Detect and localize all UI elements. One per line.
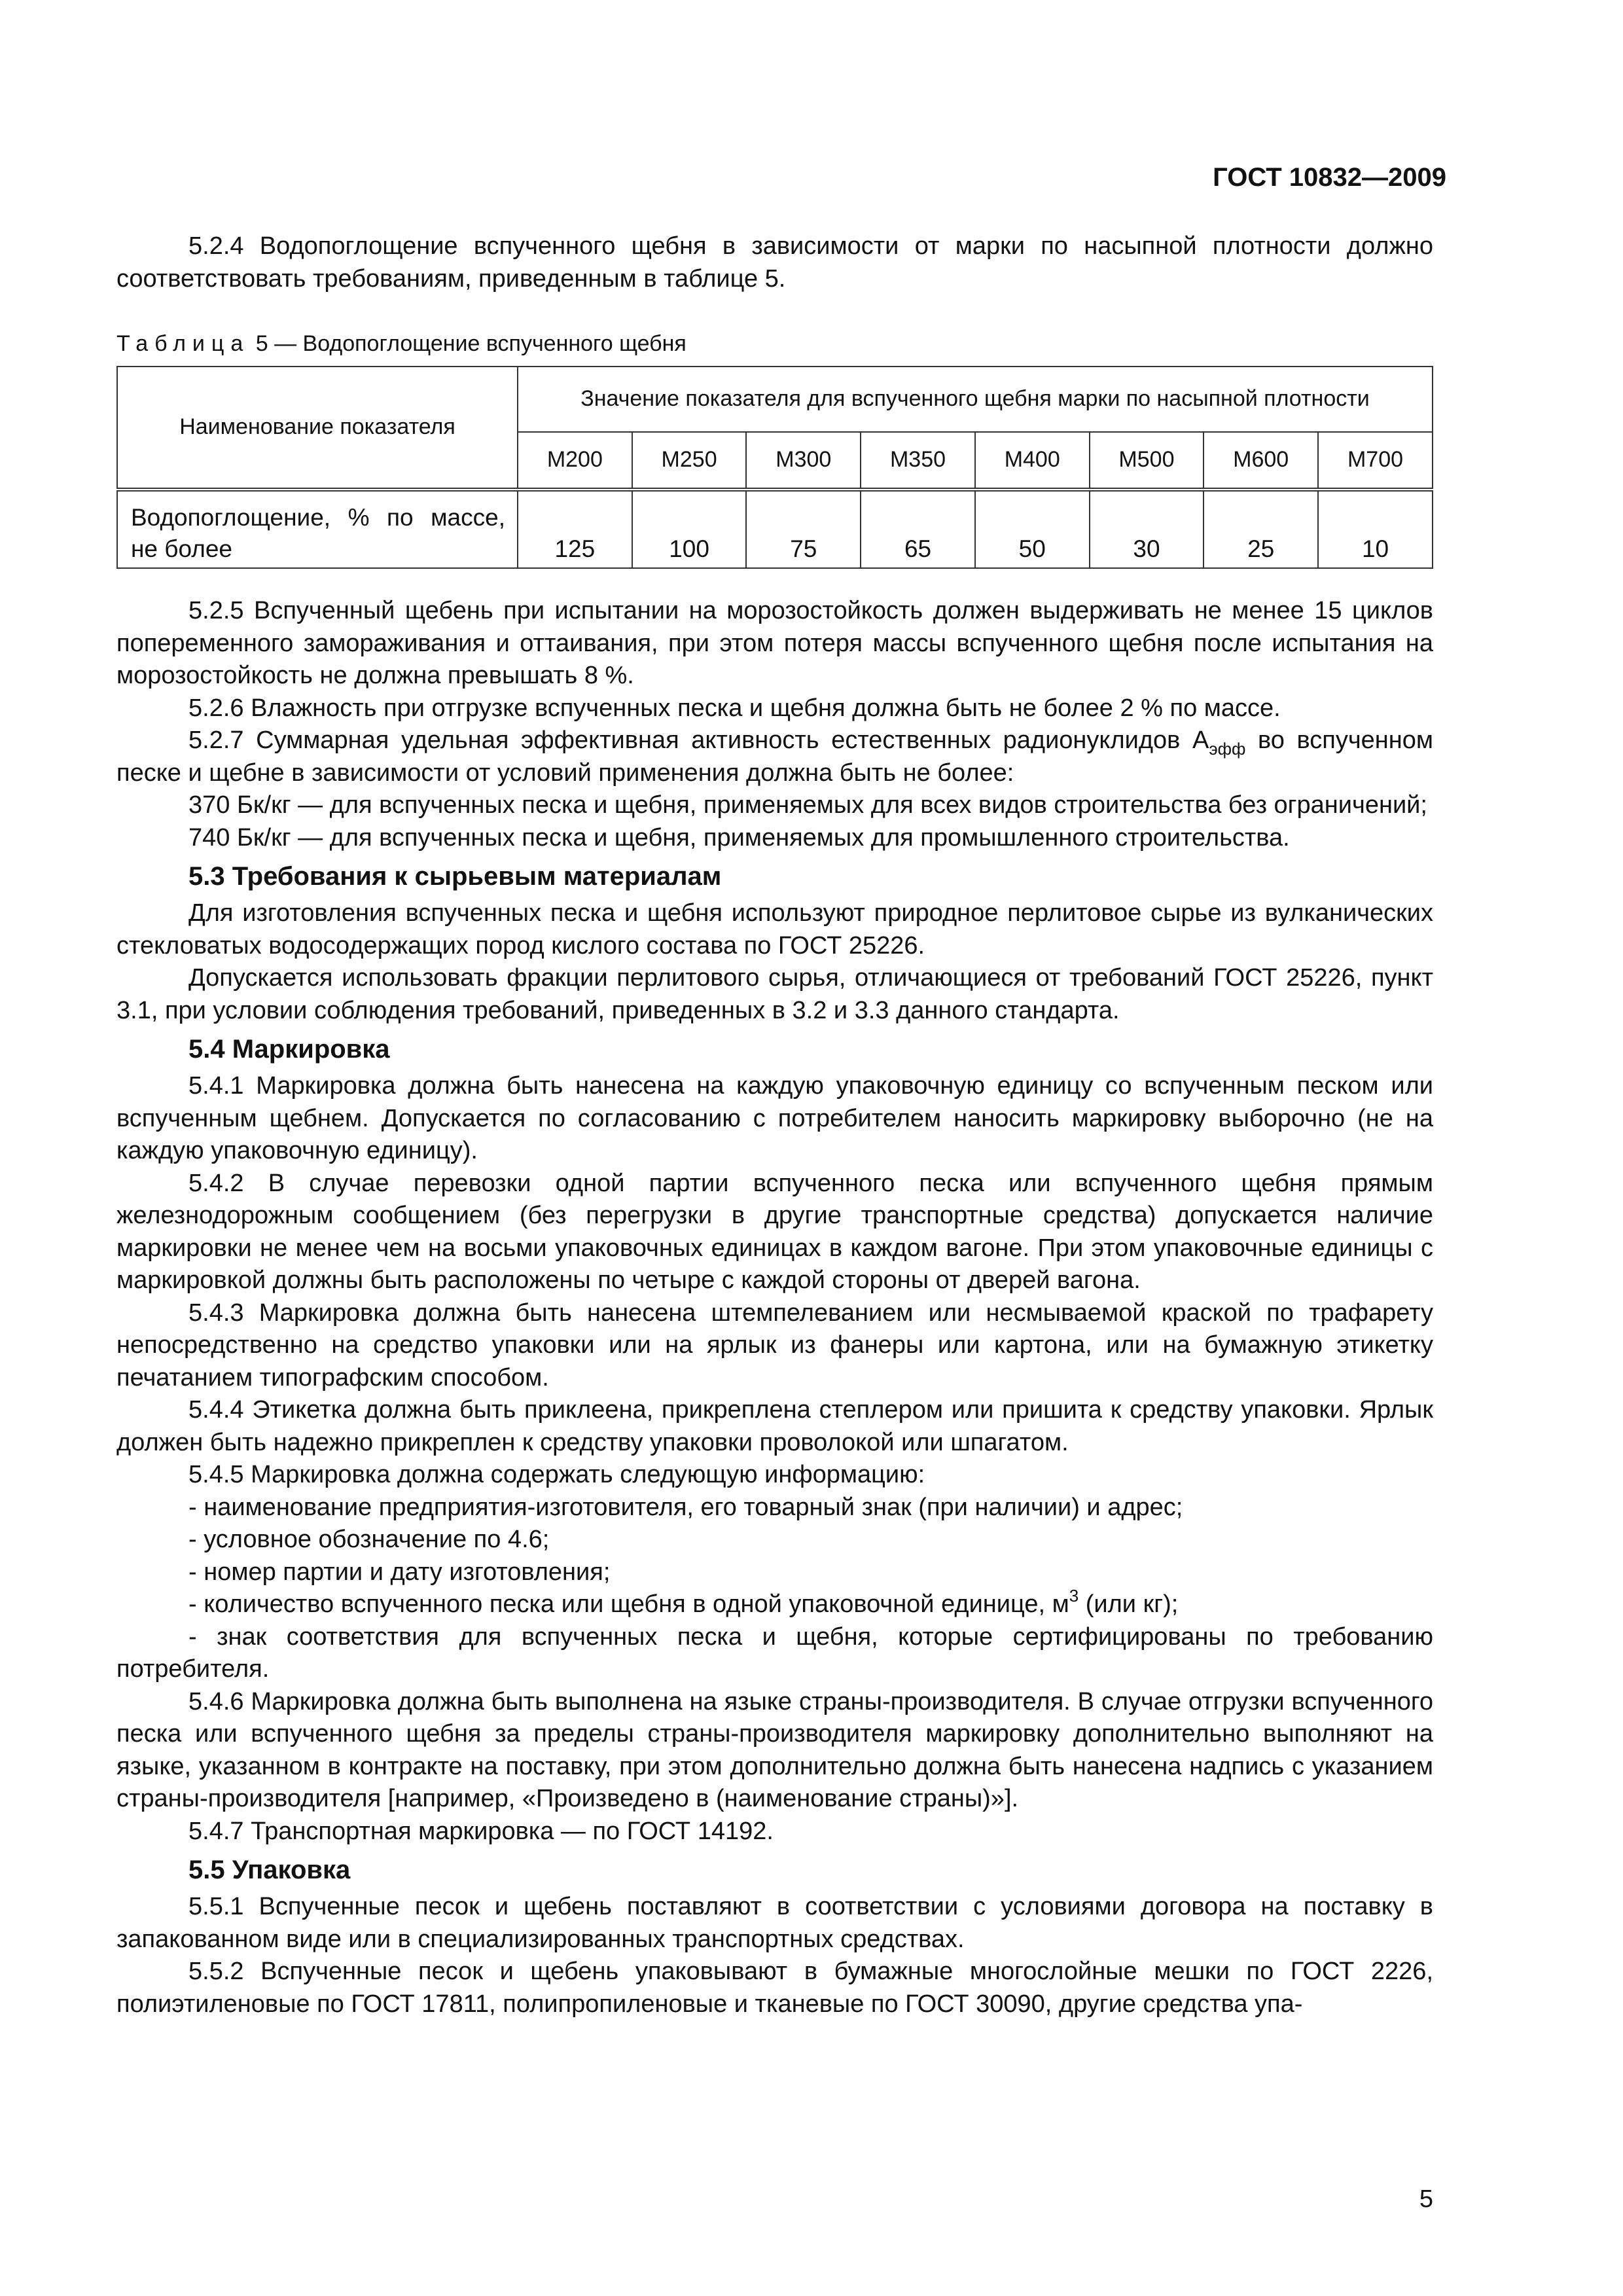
subscript: эфф: [1209, 739, 1246, 759]
superscript: 3: [1069, 1586, 1079, 1605]
clause-5-5-2: 5.5.2 Вспученные песок и щебень упаковывают в бумажные многослойные мешки по ГОСТ 2226, полиэтиленовые по ГОСТ 17811, полипропиленовые и тканевые по ГОСТ 30090, другие средства упа-: [116, 1958, 1433, 2018]
table-cell: 30: [1090, 490, 1204, 568]
table-cell: 65: [861, 490, 975, 568]
column-header-group: Значение показателя для вспученного щебня марки по насыпной плотности: [518, 367, 1433, 432]
clause-5-2-7-limit-2: 740 Бк/кг — для вспученных песка и щебня, применяемых для промышленного строительства.: [188, 823, 1290, 852]
list-item: - условное обозначение по 4.6;: [188, 1526, 550, 1553]
water-absorption-table: [116, 366, 1433, 569]
clause-5-4-1: 5.4.1 Маркировка должна быть нанесена на каждую упаковочную единицу со вспученным песком или вспученным щебнем. Допускается по согласованию с потребителем наносить маркировку выборочно (не на каждую упаковочную единицу).: [116, 1072, 1433, 1164]
page-number: 5: [1419, 2185, 1433, 2213]
column-header-indicator: Наименование показателя: [117, 367, 518, 490]
clause-5-4-7: 5.4.7 Транспортная маркировка — по ГОСТ 14192.: [188, 1817, 774, 1845]
grade-header: М300: [746, 432, 861, 490]
list-item: [116, 1588, 1433, 1621]
grade-header: М700: [1318, 432, 1433, 490]
table-cell: 50: [975, 490, 1090, 568]
section-heading-5-5: 5.5 Упаковка: [188, 1856, 351, 1884]
table-caption-prefix: Таблица: [116, 331, 250, 356]
table-cell: 10: [1318, 490, 1433, 568]
clause-5-4-2: 5.4.2 В случае перевозки одной партии вспученного песка или вспученного щебня прямым железнодорожным сообщением (без перегрузки в другие транспортные средства) допускается наличие маркировки не менее чем на восьми упаковочных единицах в каждом вагоне. При этом упаковочные единицы с маркировкой должны быть расположены по четыре с каждой стороны от дверей вагона.: [116, 1169, 1433, 1294]
clause-5-2-5: 5.2.5 Вспученный щебень при испытании на морозостойкость должен выдерживать не менее 15 циклов попеременного замораживания и оттаивания, при этом потеря массы вспученного щебня после испытания на морозостойкость не должна превышать 8 %.: [116, 597, 1433, 689]
section-heading-5-4: 5.4 Маркировка: [188, 1035, 390, 1064]
clause-5-2-7: [116, 725, 1433, 789]
clause-5-2-7-limit-1: 370 Бк/кг — для вспученных песка и щебня, применяемых для всех видов строительства без ограничений;: [188, 791, 1427, 819]
clause-text: 5.2.7 Суммарная удельная эффективная активность естественных радионуклидов А: [188, 726, 1209, 754]
table-cell: 25: [1204, 490, 1318, 568]
list-item-text: - количество вспученного песка или щебня в одной упаковочной единице, м: [188, 1590, 1069, 1618]
clause-5-5-1: 5.5.1 Вспученные песок и щебень поставляют в соответствии с условиями договора на поставку в запакованном виде или в специализированных транспортных средствах.: [116, 1893, 1433, 1953]
clause-5-4-4: 5.4.4 Этикетка должна быть приклеена, прикреплена степлером или пришита к средству упаковки. Ярлык должен быть надежно прикреплен к средству упаковки проволокой или шпагатом.: [116, 1396, 1433, 1456]
table-row: [117, 490, 1433, 568]
table-caption: [116, 329, 1433, 358]
grade-header: М400: [975, 432, 1090, 490]
table-caption-title: 5 — Водопоглощение вспученного щебня: [249, 331, 687, 356]
clause-5-3-para-2: Допускается использовать фракции перлитового сырья, отличающиеся от требований ГОСТ 25226, пункт 3.1, при условии соблюдения требований, приведенных в 3.2 и 3.3 данного стандарта.: [116, 964, 1433, 1024]
clause-5-4-6: 5.4.6 Маркировка должна быть выполнена на языке страны-производителя. В случае отгрузки вспученного песка или вспученного щебня за пределы страны-производителя маркировку дополнительно выполняют на языке, указанном в контракте на поставку, при этом дополнительно должна быть нанесена надпись с указанием страны-производителя [например, «Произведено в (наименование страны)»].: [116, 1687, 1433, 1812]
clause-5-2-6: 5.2.6 Влажность при отгрузке вспученных песка и щебня должна быть не более 2 % по массе.: [188, 694, 1281, 722]
grade-header: М200: [518, 432, 632, 490]
clause-text: во вспученном песке и щебне в зависимости от условий применения должна быть не более:: [116, 726, 1434, 787]
table-cell: 125: [518, 490, 632, 568]
clause-5-2-4: 5.2.4 Водопоглощение вспученного щебня в зависимости от марки по насыпной плотности должно соответствовать требованиям, приведенным в таблице 5.: [116, 232, 1433, 293]
clause-5-4-3: 5.4.3 Маркировка должна быть нанесена штемпелеванием или несмываемой краской по трафарету непосредственно на средство упаковки или на ярлык из фанеры или картона, или на бумажную этикетку печатанием типографским способом.: [116, 1299, 1433, 1391]
grade-header: М350: [861, 432, 975, 490]
clause-5-3-para-1: Для изготовления вспученных песка и щебня используют природное перлитовое сырье из вулканических стекловатых водосодержащих пород кислого состава по ГОСТ 25226.: [116, 899, 1433, 960]
list-item: - наименование предприятия-изготовителя, его товарный знак (при наличии) и адрес;: [188, 1493, 1183, 1521]
grade-header: М250: [632, 432, 747, 490]
list-item-text: (или кг);: [1079, 1590, 1179, 1618]
list-item: - номер партии и дату изготовления;: [188, 1558, 611, 1586]
section-heading-5-3: 5.3 Требования к сырьевым материалам: [188, 862, 722, 891]
clause-5-4-5: 5.4.5 Маркировка должна содержать следующую информацию:: [188, 1461, 925, 1488]
document-designation: ГОСТ 10832—2009: [1213, 163, 1446, 192]
list-item: - знак соответствия для вспученных песка и щебня, которые сертифицированы по требованию потребителя.: [116, 1623, 1433, 1683]
row-label: Водопоглощение, % по массе, не более: [117, 490, 518, 568]
page-body: [116, 230, 1433, 2020]
table-cell: 75: [746, 490, 861, 568]
table-cell: 100: [632, 490, 747, 568]
grade-header: М600: [1204, 432, 1318, 490]
grade-header: М500: [1090, 432, 1204, 490]
